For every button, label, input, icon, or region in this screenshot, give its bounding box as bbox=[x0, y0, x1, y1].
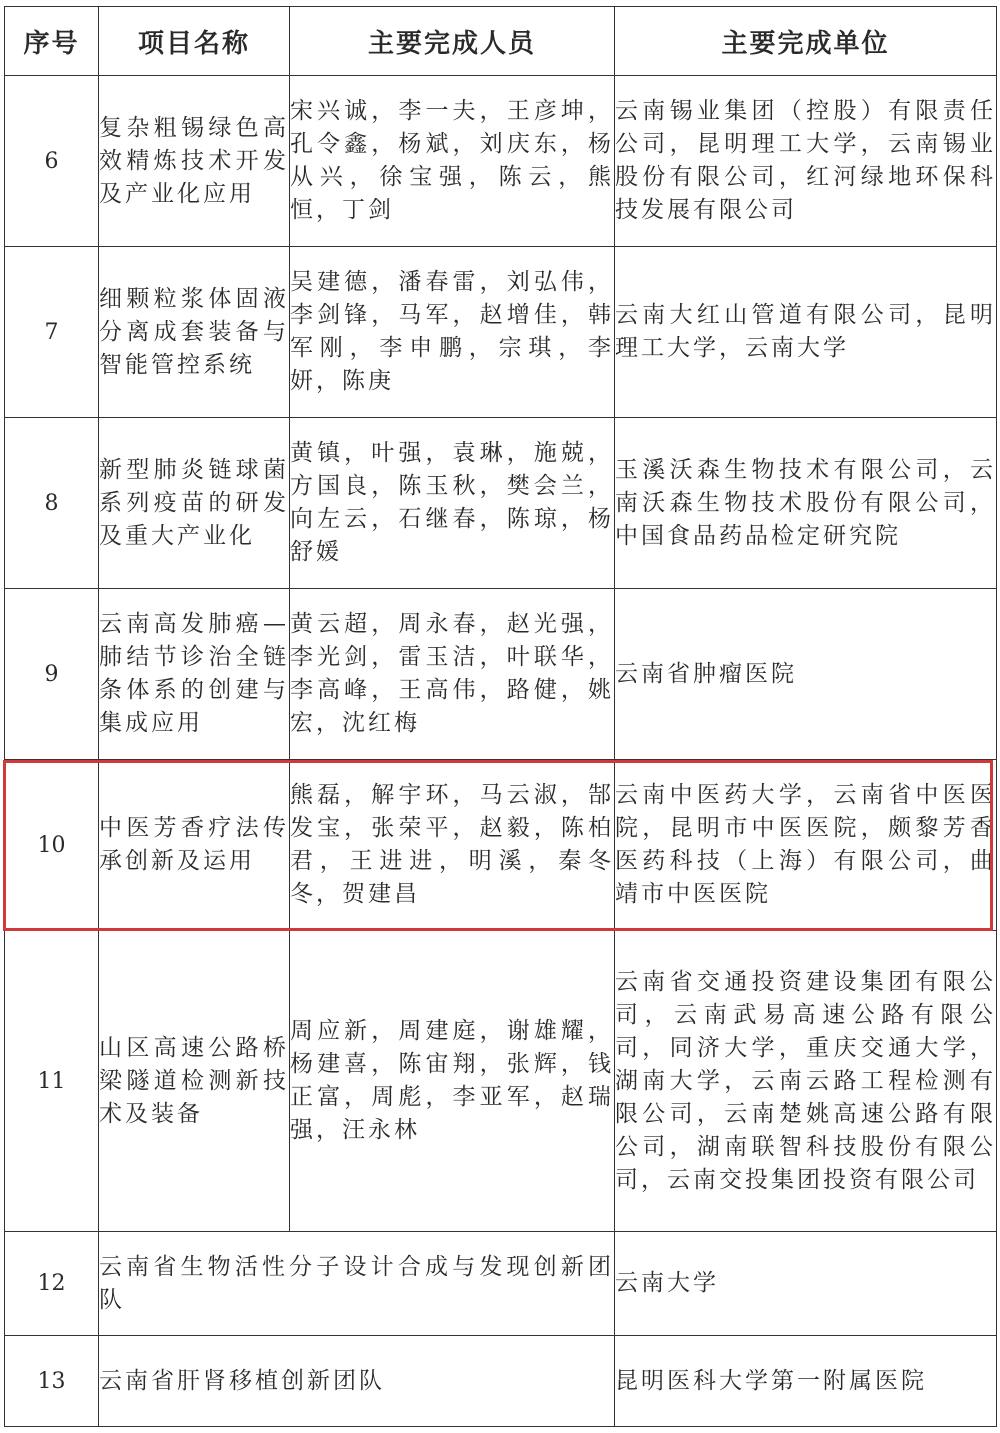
row-units: 云南大红山管道有限公司，昆明理工大学，云南大学 bbox=[615, 247, 997, 418]
row-serial-number: 11 bbox=[5, 931, 99, 1232]
row-serial-number: 12 bbox=[5, 1232, 99, 1336]
row-project-name: 新型肺炎链球菌系列疫苗的研发及重大产业化 bbox=[99, 418, 290, 589]
table-row bbox=[5, 76, 997, 247]
row-project-name: 中医芳香疗法传承创新及运用 bbox=[99, 760, 290, 931]
row-project-name: 细颗粒浆体固液分离成套装备与智能管控系统 bbox=[99, 247, 290, 418]
row-serial-number: 13 bbox=[5, 1336, 99, 1427]
row-project-name: 云南高发肺癌—肺结节诊治全链条体系的创建与集成应用 bbox=[99, 589, 290, 760]
award-projects-table bbox=[4, 6, 997, 1427]
table-row bbox=[5, 589, 997, 760]
table-row-highlighted bbox=[5, 760, 997, 931]
row-personnel: 吴建德，潘春雷，刘弘伟，李剑锋，马军，赵增佳，韩军刚，李申鹏，宗琪，李妍，陈庚 bbox=[290, 247, 615, 418]
row-personnel: 宋兴诚，李一夫，王彦坤，孔令鑫，杨斌，刘庆东，杨从兴，徐宝强，陈云，熊恒，丁剑 bbox=[290, 76, 615, 247]
row-personnel: 黄云超，周永春，赵光强，李光剑，雷玉洁，叶联华，李高峰，王高伟，路健，姚宏，沈红梅 bbox=[290, 589, 615, 760]
row-serial-number: 10 bbox=[5, 760, 99, 931]
row-project-name: 复杂粗锡绿色高效精炼技术开发及产业化应用 bbox=[99, 76, 290, 247]
row-units: 云南大学 bbox=[615, 1232, 997, 1336]
header-main-personnel: 主要完成人员 bbox=[290, 7, 615, 76]
row-personnel: 熊磊，解宇环，马云淑，郜发宝，张荣平，赵毅，陈柏君，王进进，明溪，秦冬冬，贺建昌 bbox=[290, 760, 615, 931]
row-personnel: 黄镇，叶强，袁琳，施兢，方国良，陈玉秋，樊会兰，向左云，石继春，陈琼，杨舒媛 bbox=[290, 418, 615, 589]
row-personnel: 周应新，周建庭，谢雄耀，杨建喜，陈宙翔，张辉，钱正富，周彪，李亚军，赵瑞强，汪永林 bbox=[290, 931, 615, 1232]
table-row bbox=[5, 418, 997, 589]
row-units: 云南省肿瘤医院 bbox=[615, 589, 997, 760]
award-table-container bbox=[4, 6, 997, 1427]
table-row bbox=[5, 1232, 997, 1336]
header-project-name: 项目名称 bbox=[99, 7, 290, 76]
row-project-name: 山区高速公路桥梁隧道检测新技术及装备 bbox=[99, 931, 290, 1232]
table-header-row bbox=[5, 7, 997, 76]
row-serial-number: 6 bbox=[5, 76, 99, 247]
header-serial-number: 序号 bbox=[5, 7, 99, 76]
row-units: 云南锡业集团（控股）有限责任公司，昆明理工大学，云南锡业股份有限公司，红河绿地环保科技发展有限公司 bbox=[615, 76, 997, 247]
table-row bbox=[5, 931, 997, 1232]
row-units: 玉溪沃森生物技术有限公司，云南沃森生物技术股份有限公司，中国食品药品检定研究院 bbox=[615, 418, 997, 589]
row-serial-number: 9 bbox=[5, 589, 99, 760]
table-row bbox=[5, 247, 997, 418]
row-units: 昆明医科大学第一附属医院 bbox=[615, 1336, 997, 1427]
row-units: 云南中医药大学，云南省中医医院，昆明市中医医院，颇黎芳香医药科技（上海）有限公司，曲靖市中医医院 bbox=[615, 760, 997, 931]
table-row bbox=[5, 1336, 997, 1427]
row-units: 云南省交通投资建设集团有限公司，云南武易高速公路有限公司，同济大学，重庆交通大学，湖南大学，云南云路工程检测有限公司，云南楚姚高速公路有限公司，湖南联智科技股份有限公司，云南交投集团投资有限公司 bbox=[615, 931, 997, 1232]
header-main-units: 主要完成单位 bbox=[615, 7, 997, 76]
row-team-name: 云南省肝肾移植创新团队 bbox=[99, 1336, 615, 1427]
row-serial-number: 7 bbox=[5, 247, 99, 418]
row-serial-number: 8 bbox=[5, 418, 99, 589]
row-team-name: 云南省生物活性分子设计合成与发现创新团队 bbox=[99, 1232, 615, 1336]
